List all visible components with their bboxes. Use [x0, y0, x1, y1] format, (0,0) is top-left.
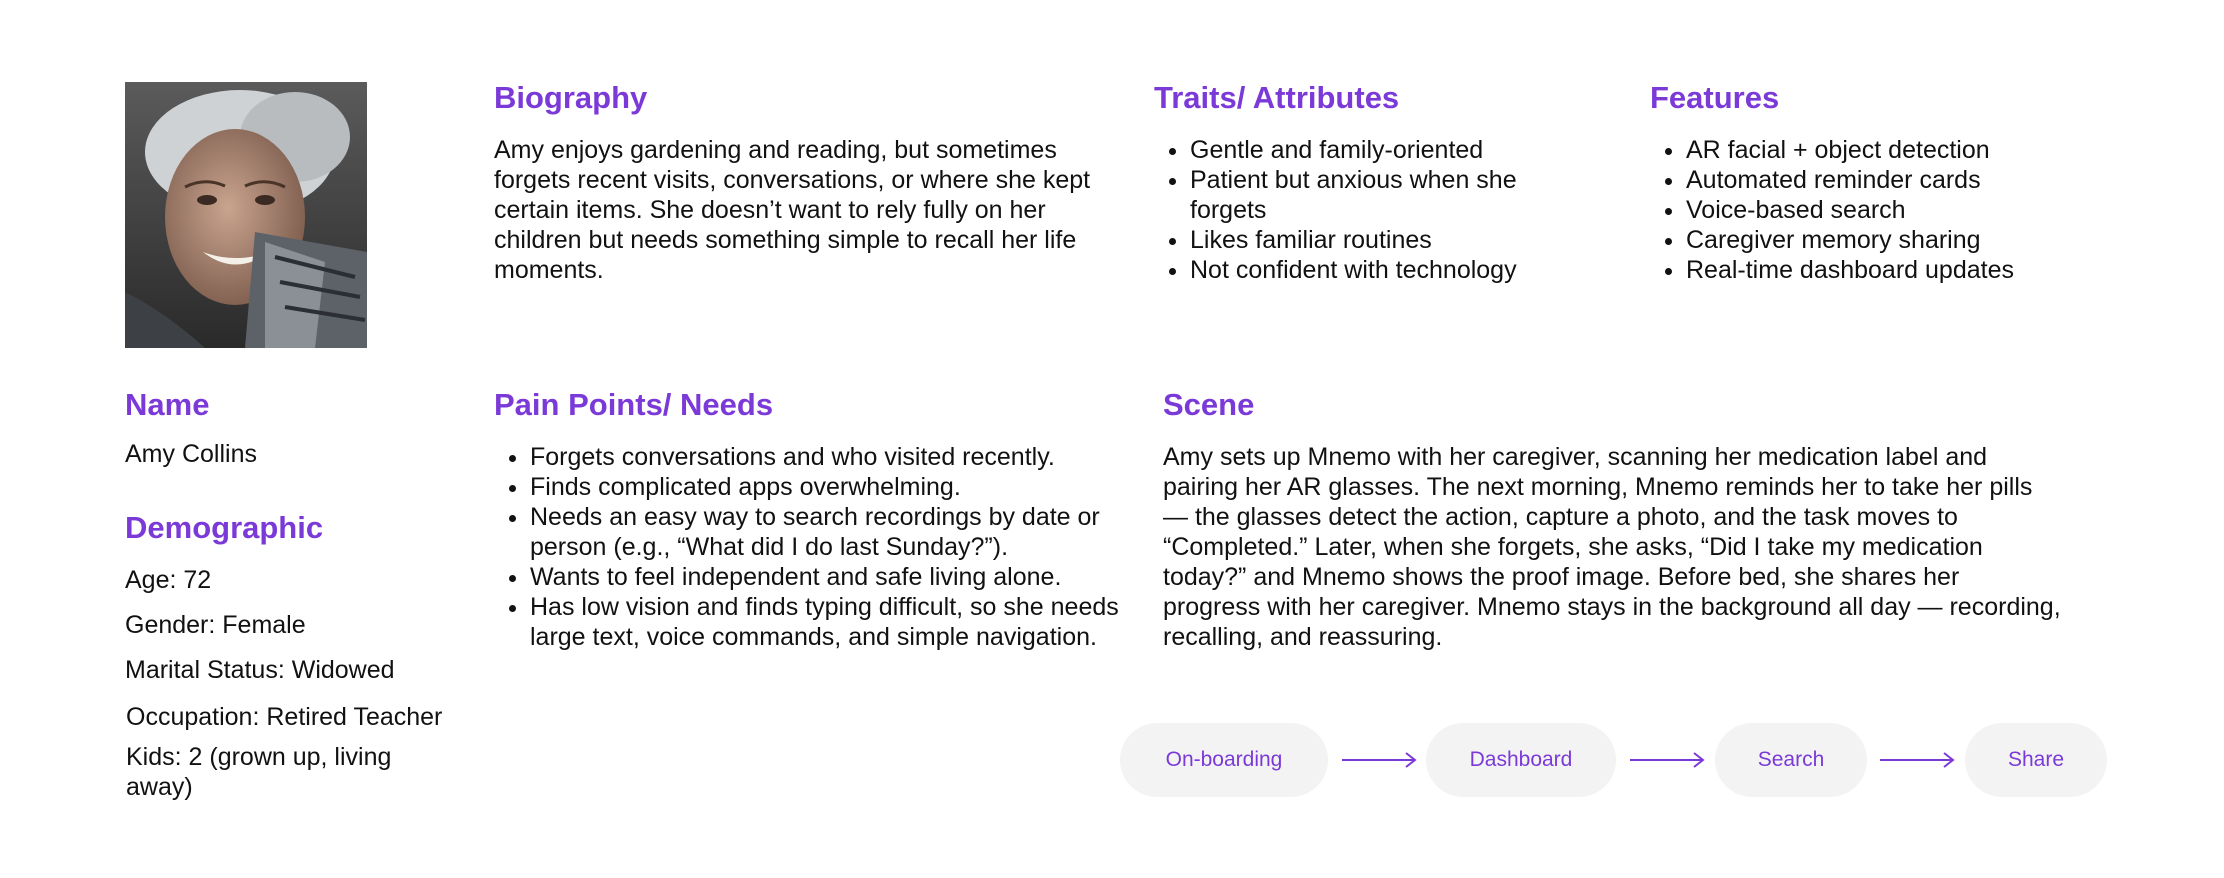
- pain-point-item: • Wants to feel independent and safe living alone.: [530, 562, 1170, 592]
- features-item: • Real-time dashboard updates: [1686, 255, 2136, 285]
- features-item: • Caregiver memory sharing: [1686, 225, 2136, 255]
- traits-item: • Not confident with technology: [1190, 255, 1590, 285]
- biography-text: Amy enjoys gardening and reading, but sometimes forgets recent visits, conversations, or where she kept certain items. She doesn’t want to rely fully on her children but needs something simple to recall her life moments.: [494, 136, 1091, 284]
- pain-point-item: • Forgets conversations and who visited recently.: [530, 442, 1170, 472]
- demographic-heading: Demographic: [125, 510, 324, 545]
- pain-points-list: [494, 442, 1170, 652]
- demographic-marital-status: Marital Status: Widowed: [125, 656, 395, 684]
- flow-step-onboarding[interactable]: On-boarding: [1120, 723, 1328, 797]
- pain-point-item: • Finds complicated apps overwhelming.: [530, 472, 1170, 502]
- persona-photo: [125, 82, 367, 348]
- demographic-occupation: Occupation: Retired Teacher: [126, 703, 443, 731]
- traits-heading: Traits/ Attributes: [1154, 80, 1400, 115]
- arrow-right-icon: [1342, 751, 1418, 769]
- arrow-right-icon: [1880, 751, 1956, 769]
- features-item: • Automated reminder cards: [1686, 165, 2136, 195]
- features-list: [1650, 135, 2136, 285]
- traits-item: • Likes familiar routines: [1190, 225, 1590, 255]
- demographic-kids: Kids: 2 (grown up, living away): [126, 743, 392, 801]
- demographic-age: Age: 72: [125, 566, 212, 594]
- features-item: • AR facial + object detection: [1686, 135, 2136, 165]
- flow-step-share[interactable]: Share: [1965, 723, 2107, 797]
- traits-list: [1154, 135, 1590, 285]
- features-item: • Voice-based search: [1686, 195, 2136, 225]
- name-heading: Name: [125, 387, 210, 422]
- demographic-gender: Gender: Female: [125, 611, 306, 639]
- flow-step-search[interactable]: Search: [1715, 723, 1867, 797]
- pain-point-item: • Has low vision and finds typing difficult, so she needs large text, voice commands, and simple navigation.: [530, 592, 1170, 652]
- traits-item: • Patient but anxious when she forgets: [1190, 165, 1590, 225]
- persona-name: Amy Collins: [125, 440, 257, 468]
- persona-portrait-image: [125, 82, 367, 348]
- traits-item: • Gentle and family-oriented: [1190, 135, 1590, 165]
- scene-heading: Scene: [1163, 387, 1255, 422]
- biography-heading: Biography: [494, 80, 648, 115]
- scene-text: Amy sets up Mnemo with her caregiver, scanning her medication label and pairing her AR glasses. The next morning, Mnemo reminds her to take her pills — the glasses detect the action, capture a photo, and the task moves to “Completed.” Later, when she forgets, she asks, “Did I take my medication today?” and Mnemo shows the proof image. Before bed, she shares her progress with her caregiver. Mnemo stays in the background all day — recording, recalling, and reassuring.: [1163, 443, 2061, 651]
- pain-point-item: • Needs an easy way to search recordings by date or person (e.g., “What did I do last Sunday?”).: [530, 502, 1170, 562]
- arrow-right-icon: [1630, 751, 1706, 769]
- pain-points-heading: Pain Points/ Needs: [494, 387, 774, 422]
- features-heading: Features: [1650, 80, 1780, 115]
- flow-step-dashboard[interactable]: Dashboard: [1426, 723, 1616, 797]
